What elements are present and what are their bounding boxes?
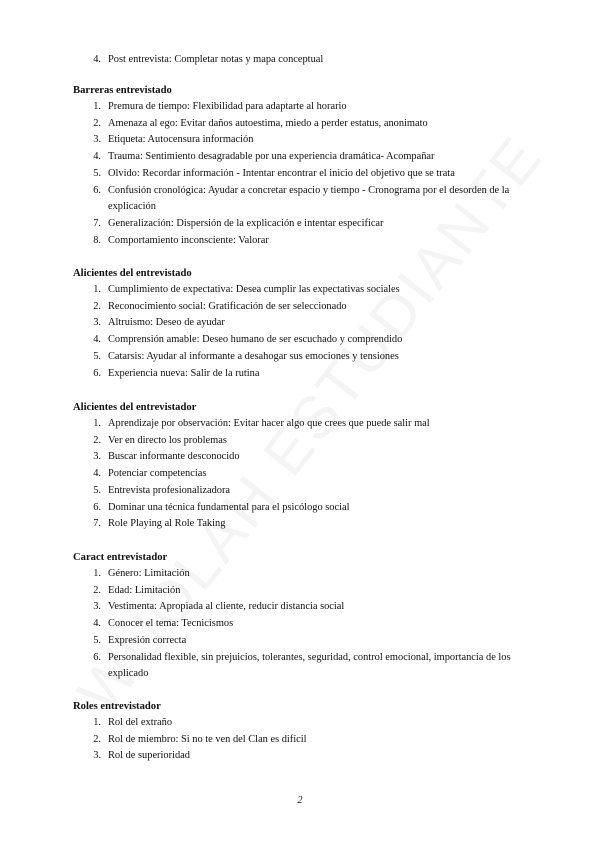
list-item (73, 299, 523, 316)
list-item (73, 233, 523, 250)
list-item (73, 332, 523, 349)
list-item-number: 1. (93, 418, 101, 429)
list-item-text: Premura de tiempo: Flexibilidad para adaptarte al horario (108, 101, 347, 112)
list-item (73, 116, 523, 133)
numbered-list (73, 52, 523, 69)
section-heading: Alicientes del entrevistado (73, 268, 192, 279)
section-heading: Roles entrevistador (73, 701, 161, 712)
list-item (73, 183, 523, 216)
list-item (73, 132, 523, 149)
list-item (73, 216, 523, 233)
section-alicientes-entrevistador (73, 400, 523, 533)
list-item-text: Generalización: Dispersión de la explicación e intentar especificar (108, 217, 384, 229)
list-item (73, 500, 523, 517)
list-item-number: 1. (93, 101, 101, 112)
numbered-list (73, 416, 523, 533)
list-item-number: 5. (93, 350, 101, 362)
list-item (73, 166, 523, 183)
list-item (73, 349, 523, 366)
list-item (73, 748, 523, 765)
list-item-number: 5. (93, 634, 101, 646)
list-item-text: Etiqueta: Autocensura información (108, 134, 254, 146)
list-item-text: Aprendizaje por observación: Evitar hacer algo que crees que puede salir mal (108, 418, 430, 429)
list-item (73, 599, 523, 616)
list-item (73, 650, 523, 683)
list-item-number: 4. (93, 54, 101, 65)
list-item-text: Vestimenta: Apropiada al cliente, reducir distancia social (108, 601, 345, 613)
section-roles-entrevistador (73, 699, 523, 765)
list-item-number: 6. (93, 367, 101, 379)
list-item-text: Cumplimiento de expectativa: Desea cumplir las expectativas sociales (108, 284, 400, 295)
numbered-list (73, 566, 523, 683)
list-item-text: Edad: Limitación (108, 584, 181, 596)
list-item-text: Confusión cronológica: Ayudar a concretar espacio y tiempo - Cronograma por el desorden de la explicación (108, 184, 510, 213)
list-item-text: Role Playing al Role Taking (108, 518, 226, 530)
section-caract-entrevistador (73, 550, 523, 683)
list-item-text: Potenciar competencias (108, 468, 207, 480)
list-item-number: 1. (93, 568, 101, 579)
list-item-text: Reconocimiento social: Gratificación de ser seleccionado (108, 300, 347, 312)
section-barreras-entrevistado (73, 83, 523, 249)
list-item-number: 2. (93, 117, 101, 129)
list-item-text: Post entrevista: Completar notas y mapa conceptual (108, 54, 324, 65)
list-item (73, 732, 523, 749)
list-item-text: Rol de superioridad (108, 750, 190, 762)
list-item-text: Entrevista profesionalizadora (108, 484, 231, 496)
list-item (73, 449, 523, 466)
list-item (73, 52, 523, 69)
numbered-list (73, 99, 523, 249)
list-item (73, 616, 523, 633)
list-item-number: 8. (93, 234, 101, 246)
list-item (73, 366, 523, 383)
list-item-text: Comprensión amable: Deseo humano de ser escuchado y comprendido (108, 334, 403, 346)
list-item-number: 2. (93, 434, 101, 446)
list-item-number: 5. (93, 484, 101, 496)
page-number: 2 (297, 795, 303, 806)
list-item-number: 4. (93, 618, 101, 630)
list-item-number: 6. (93, 184, 101, 196)
list-item (73, 583, 523, 600)
list-item-text: Género: Limitación (108, 568, 190, 579)
list-item-number: 3. (93, 750, 101, 762)
list-item (73, 433, 523, 450)
list-item-text: Rol del extraño (108, 717, 173, 728)
section-alicientes-entrevistado (73, 266, 523, 382)
list-item-text: Personalidad flexible, sin prejuicios, tolerantes, seguridad, control emocional, importancia de los explicado (108, 651, 511, 680)
list-item-number: 2. (93, 584, 101, 596)
numbered-list (73, 715, 523, 765)
list-item (73, 99, 523, 116)
list-item-number: 4. (93, 334, 101, 346)
list-item (73, 566, 523, 583)
list-item-text: Experiencia nueva: Salir de la rutina (108, 367, 260, 379)
section-post-entrevista (73, 52, 523, 69)
list-item-number: 7. (93, 217, 101, 229)
list-item-number: 7. (93, 518, 101, 530)
list-item (73, 416, 523, 433)
list-item-text: Expresión correcta (108, 634, 187, 646)
section-heading: Caract entrevistador (73, 552, 168, 563)
section-heading: Barreras entrevistado (73, 85, 172, 96)
list-item-number: 6. (93, 501, 101, 513)
list-item-text: Amenaza al ego: Evitar daños autoestima, miedo a perder estatus, anonimato (108, 117, 428, 129)
list-item-number: 2. (93, 733, 101, 745)
list-item-number: 1. (93, 284, 101, 295)
list-item-number: 4. (93, 468, 101, 480)
list-item (73, 282, 523, 299)
list-item-text: Dominar una técnica fundamental para el psicólogo social (108, 501, 350, 513)
list-item (73, 633, 523, 650)
list-item (73, 483, 523, 500)
list-item (73, 315, 523, 332)
list-item (73, 149, 523, 166)
list-item-text: Buscar informante desconocido (108, 451, 240, 463)
list-item-text: Rol de miembro: Si no te ven del Clan es difícil (108, 733, 307, 745)
list-item-text: Comportamiento inconsciente: Valorar (108, 234, 269, 246)
list-item (73, 516, 523, 533)
numbered-list (73, 282, 523, 382)
list-item (73, 466, 523, 483)
list-item-number: 1. (93, 717, 101, 728)
list-item-number: 6. (93, 651, 101, 663)
list-item-number: 2. (93, 300, 101, 312)
list-item-text: Catarsis: Ayudar al informante a desahogar sus emociones y tensiones (108, 350, 399, 362)
list-item-text: Altruismo: Deseo de ayudar (108, 317, 225, 329)
list-item-number: 3. (93, 601, 101, 613)
list-item-number: 3. (93, 451, 101, 463)
list-item-text: Ver en directo los problemas (108, 434, 227, 446)
list-item-text: Olvido: Recordar información - Intentar encontrar el inicio del objetivo que se trata (108, 167, 455, 179)
list-item-text: Trauma: Sentimiento desagradable por una experiencia dramática- Acompañar (108, 151, 435, 163)
section-heading: Alicientes del entrevistador (73, 402, 197, 413)
list-item-text: Conocer el tema: Tecnicismos (108, 618, 234, 630)
list-item (73, 715, 523, 732)
list-item-number: 3. (93, 134, 101, 146)
list-item-number: 5. (93, 167, 101, 179)
list-item-number: 4. (93, 151, 101, 163)
list-item-number: 3. (93, 317, 101, 329)
